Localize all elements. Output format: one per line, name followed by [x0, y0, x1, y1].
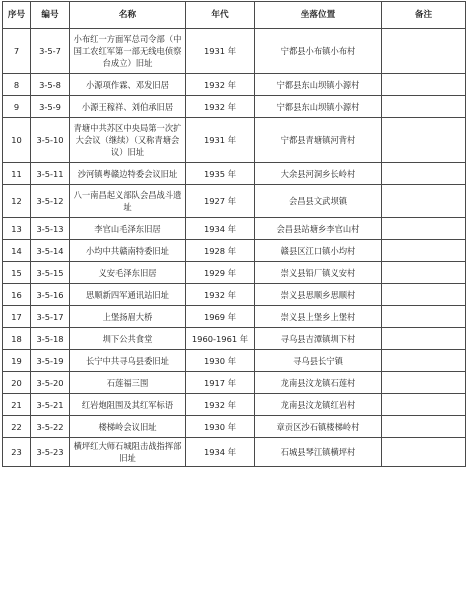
cell-note	[382, 394, 466, 416]
cell-name: 小均中共赣南特委旧址	[70, 240, 186, 262]
cell-code: 3-5-22	[31, 416, 70, 438]
cell-code: 3-5-8	[31, 74, 70, 96]
cell-era: 1935 年	[186, 163, 255, 185]
cell-era: 1932 年	[186, 74, 255, 96]
cell-name: 义安毛泽东旧居	[70, 262, 186, 284]
header-note: 备注	[382, 2, 466, 29]
cell-location: 龙南县汶龙镇红岩村	[255, 394, 382, 416]
cell-era: 1931 年	[186, 118, 255, 163]
table-row	[3, 163, 466, 185]
cell-note	[382, 262, 466, 284]
cell-era: 1930 年	[186, 350, 255, 372]
cell-location: 宁都县青塘镇河背村	[255, 118, 382, 163]
cell-location: 崇义县上堡乡上堡村	[255, 306, 382, 328]
cell-note	[382, 416, 466, 438]
cell-code: 3-5-9	[31, 96, 70, 118]
table-row	[3, 350, 466, 372]
cell-code: 3-5-11	[31, 163, 70, 185]
cell-location: 赣县区江口镇小均村	[255, 240, 382, 262]
cell-name: 小源王稼祥、刘伯承旧居	[70, 96, 186, 118]
cell-code: 3-5-10	[31, 118, 70, 163]
cell-note	[382, 306, 466, 328]
cell-note	[382, 163, 466, 185]
header-location: 坐落位置	[255, 2, 382, 29]
cell-code: 3-5-16	[31, 284, 70, 306]
cell-name: 八一南昌起义部队会昌战斗遗址	[70, 185, 186, 218]
cell-note	[382, 372, 466, 394]
header-code: 编号	[31, 2, 70, 29]
cell-era: 1960-1961 年	[186, 328, 255, 350]
table-row	[3, 416, 466, 438]
heritage-table	[2, 1, 466, 467]
table-row	[3, 218, 466, 240]
table-row	[3, 185, 466, 218]
header-name: 名称	[70, 2, 186, 29]
table-row	[3, 372, 466, 394]
cell-code: 3-5-21	[31, 394, 70, 416]
cell-name: 圳下公共食堂	[70, 328, 186, 350]
table-row	[3, 306, 466, 328]
cell-seq: 10	[3, 118, 31, 163]
table-row	[3, 328, 466, 350]
cell-era: 1927 年	[186, 185, 255, 218]
cell-location: 龙南县汶龙镇石莲村	[255, 372, 382, 394]
cell-location: 大余县河洞乡长岭村	[255, 163, 382, 185]
cell-name: 青塘中共苏区中央局第一次扩大会议（继续）（又称青塘会议）旧址	[70, 118, 186, 163]
cell-note	[382, 96, 466, 118]
cell-location: 宁都县东山坝镇小源村	[255, 74, 382, 96]
cell-era: 1934 年	[186, 438, 255, 467]
cell-seq: 23	[3, 438, 31, 467]
cell-era: 1929 年	[186, 262, 255, 284]
cell-code: 3-5-15	[31, 262, 70, 284]
cell-note	[382, 74, 466, 96]
cell-location: 崇义县思顺乡思顺村	[255, 284, 382, 306]
cell-seq: 18	[3, 328, 31, 350]
cell-location: 寻乌县长宁镇	[255, 350, 382, 372]
cell-code: 3-5-13	[31, 218, 70, 240]
cell-seq: 14	[3, 240, 31, 262]
cell-code: 3-5-17	[31, 306, 70, 328]
cell-note	[382, 284, 466, 306]
cell-location: 会昌县站塘乡李官山村	[255, 218, 382, 240]
cell-name: 思顺新四军通讯站旧址	[70, 284, 186, 306]
cell-era: 1930 年	[186, 416, 255, 438]
cell-code: 3-5-12	[31, 185, 70, 218]
table-row	[3, 438, 466, 467]
cell-era: 1917 年	[186, 372, 255, 394]
cell-name: 沙河镇粤赣边特委会议旧址	[70, 163, 186, 185]
table-row	[3, 96, 466, 118]
cell-location: 寻乌县吉潭镇圳下村	[255, 328, 382, 350]
table-row	[3, 262, 466, 284]
cell-era: 1932 年	[186, 96, 255, 118]
cell-code: 3-5-14	[31, 240, 70, 262]
cell-code: 3-5-18	[31, 328, 70, 350]
cell-seq: 9	[3, 96, 31, 118]
cell-seq: 8	[3, 74, 31, 96]
cell-note	[382, 29, 466, 74]
cell-name: 小源项作霖、邓发旧居	[70, 74, 186, 96]
cell-note	[382, 118, 466, 163]
cell-location: 崇义县铅厂镇义安村	[255, 262, 382, 284]
cell-name: 小布红一方面军总司令部（中国工农红军第一部无线电侦察台成立）旧址	[70, 29, 186, 74]
table-row	[3, 394, 466, 416]
cell-note	[382, 218, 466, 240]
cell-seq: 12	[3, 185, 31, 218]
cell-era: 1932 年	[186, 394, 255, 416]
cell-location: 会昌县文武坝镇	[255, 185, 382, 218]
cell-code: 3-5-23	[31, 438, 70, 467]
cell-seq: 19	[3, 350, 31, 372]
header-row	[3, 2, 466, 29]
cell-note	[382, 240, 466, 262]
table-body	[3, 29, 466, 467]
cell-seq: 21	[3, 394, 31, 416]
header-era: 年代	[186, 2, 255, 29]
cell-seq: 17	[3, 306, 31, 328]
cell-location: 章贡区沙石镇楼梯岭村	[255, 416, 382, 438]
cell-name: 长宁中共寻乌县委旧址	[70, 350, 186, 372]
cell-name: 红岩炮阻围及其红军标语	[70, 394, 186, 416]
cell-era: 1932 年	[186, 284, 255, 306]
table-row	[3, 29, 466, 74]
cell-code: 3-5-7	[31, 29, 70, 74]
cell-seq: 20	[3, 372, 31, 394]
cell-note	[382, 328, 466, 350]
table-row	[3, 74, 466, 96]
cell-name: 李官山毛泽东旧居	[70, 218, 186, 240]
header-seq: 序号	[3, 2, 31, 29]
cell-code: 3-5-20	[31, 372, 70, 394]
cell-name: 楼梯岭会议旧址	[70, 416, 186, 438]
cell-note	[382, 185, 466, 218]
table-row	[3, 284, 466, 306]
cell-location: 石城县琴江镇横坪村	[255, 438, 382, 467]
cell-note	[382, 438, 466, 467]
cell-seq: 16	[3, 284, 31, 306]
cell-location: 宁都县东山坝镇小源村	[255, 96, 382, 118]
cell-era: 1931 年	[186, 29, 255, 74]
cell-era: 1969 年	[186, 306, 255, 328]
cell-name: 横坪红大师石城阻击战指挥部旧址	[70, 438, 186, 467]
table-row	[3, 118, 466, 163]
table-header	[3, 2, 466, 29]
cell-era: 1934 年	[186, 218, 255, 240]
cell-note	[382, 350, 466, 372]
cell-era: 1928 年	[186, 240, 255, 262]
cell-seq: 22	[3, 416, 31, 438]
cell-code: 3-5-19	[31, 350, 70, 372]
cell-seq: 15	[3, 262, 31, 284]
cell-seq: 7	[3, 29, 31, 74]
cell-location: 宁都县小布镇小布村	[255, 29, 382, 74]
cell-name: 上堡扬眉大桥	[70, 306, 186, 328]
cell-name: 石莲福三围	[70, 372, 186, 394]
table-row	[3, 240, 466, 262]
cell-seq: 13	[3, 218, 31, 240]
cell-seq: 11	[3, 163, 31, 185]
